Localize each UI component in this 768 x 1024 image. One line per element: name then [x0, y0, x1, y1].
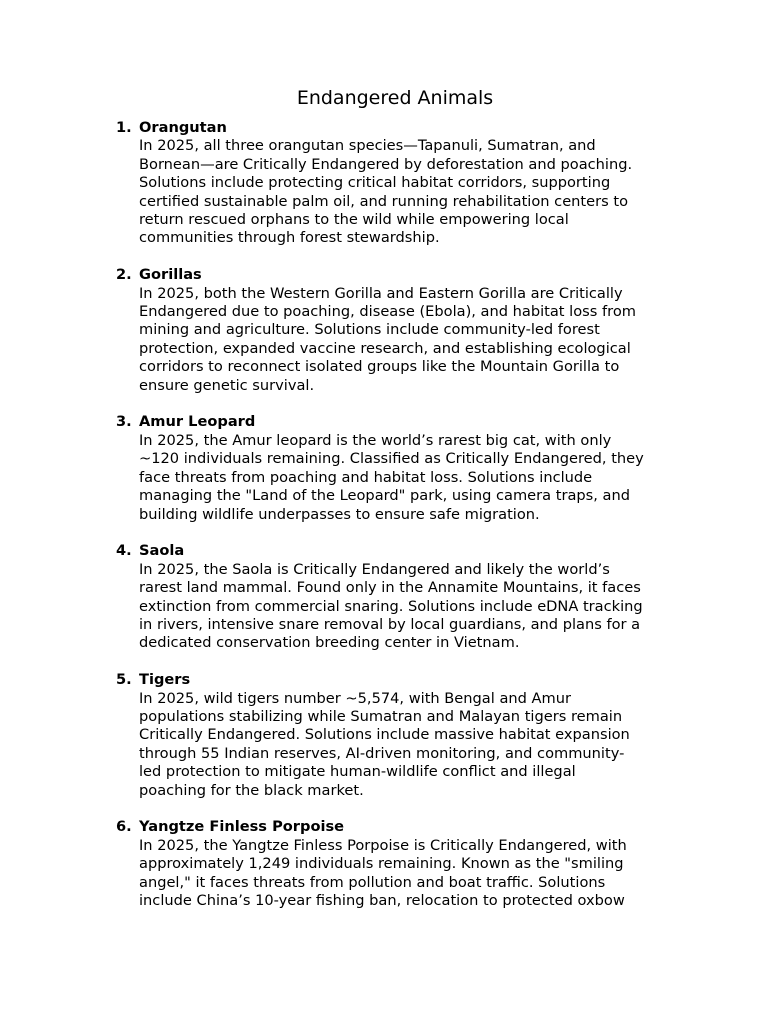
list-item — [116, 671, 686, 800]
text-line: ~120 individuals remaining. Classified as Critically Endangered, they — [139, 450, 644, 468]
text-line: angel," it faces threats from pollution and boat traffic. Solutions — [139, 873, 606, 891]
item-title: Orangutan — [139, 119, 227, 136]
list-item — [116, 542, 686, 652]
text-line: in rivers, intensive snare removal by local guardians, and plans for a — [139, 615, 641, 633]
list-item — [116, 413, 686, 523]
item-heading — [116, 119, 686, 137]
item-title: Gorillas — [139, 266, 202, 284]
item-description — [139, 137, 686, 247]
text-line: led protection to mitigate human-wildlife conflict and illegal — [139, 763, 576, 781]
item-heading — [116, 413, 686, 431]
animal-list — [116, 119, 686, 929]
item-title: Amur Leopard — [139, 413, 256, 431]
item-heading — [116, 542, 686, 560]
text-line: return rescued orphans to the wild while empowering local — [139, 211, 569, 229]
text-line: communities through forest stewardship. — [139, 229, 440, 247]
item-title: Yangtze Finless Porpoise — [139, 818, 345, 836]
text-line: through 55 Indian reserves, AI-driven monitoring, and community- — [139, 744, 625, 762]
page-title: Endangered Animals — [296, 87, 494, 109]
item-number: 3. — [116, 413, 132, 431]
text-line: Bornean—are Critically Endangered by deforestation and poaching. — [139, 155, 633, 173]
text-line: poaching for the black market. — [139, 781, 364, 799]
item-description — [139, 837, 686, 911]
text-line: In 2025, the Amur leopard is the world’s rarest big cat, with only — [139, 431, 612, 449]
text-line: In 2025, all three orangutan species—Tapanuli, Sumatran, and — [139, 137, 596, 155]
item-description — [139, 561, 686, 653]
text-line: In 2025, wild tigers number ~5,574, with Bengal and Amur — [139, 689, 571, 707]
text-line: Solutions include protecting critical habitat corridors, supporting — [139, 174, 611, 192]
list-item — [116, 266, 686, 395]
text-line: corridors to reconnect isolated groups like the Mountain Gorilla to — [139, 358, 620, 376]
text-line: approximately 1,249 individuals remaining. Known as the "smiling — [139, 855, 624, 873]
text-line: face threats from poaching and habitat loss. Solutions include — [139, 468, 593, 486]
item-description — [139, 690, 686, 800]
text-line: certified sustainable palm oil, and running rehabilitation centers to — [139, 192, 629, 210]
text-line: managing the "Land of the Leopard" park, using camera traps, and — [139, 487, 630, 505]
text-line: protection, expanded vaccine research, and establishing ecological — [139, 339, 631, 357]
item-number: 2. — [116, 266, 132, 284]
item-number: 4. — [116, 542, 132, 560]
item-heading — [116, 818, 686, 836]
item-description — [139, 285, 686, 395]
text-line: mining and agriculture. Solutions include community-led forest — [139, 321, 600, 339]
item-number: 5. — [116, 671, 132, 689]
item-title: Saola — [139, 542, 185, 560]
text-line: ensure genetic survival. — [139, 376, 315, 394]
list-item — [116, 818, 686, 910]
text-line: include China’s 10-year fishing ban, relocation to protected oxbow — [139, 891, 625, 909]
text-line: building wildlife underpasses to ensure safe migration. — [139, 505, 540, 523]
item-heading — [116, 671, 686, 689]
item-number: 6. — [116, 818, 132, 836]
text-line: dedicated conservation breeding center in Vietnam. — [139, 634, 520, 652]
text-line: In 2025, both the Western Gorilla and Eastern Gorilla are Critically — [139, 284, 623, 302]
item-title: Tigers — [139, 671, 191, 689]
text-line: In 2025, the Saola is Critically Endangered and likely the world’s — [139, 560, 610, 578]
text-line: Critically Endangered. Solutions include massive habitat expansion — [139, 726, 630, 744]
item-heading — [116, 266, 686, 284]
text-line: Endangered due to poaching, disease (Ebola), and habitat loss from — [139, 303, 636, 321]
list-item — [116, 119, 686, 248]
text-line: In 2025, the Yangtze Finless Porpoise is Critically Endangered, with — [139, 836, 627, 854]
text-line: rarest land mammal. Found only in the Annamite Mountains, it faces — [139, 579, 641, 597]
item-number: 1. — [116, 119, 132, 136]
text-line: extinction from commercial snaring. Solutions include eDNA tracking — [139, 597, 643, 615]
text-line: populations stabilizing while Sumatran and Malayan tigers remain — [139, 707, 623, 725]
item-description — [139, 432, 686, 524]
